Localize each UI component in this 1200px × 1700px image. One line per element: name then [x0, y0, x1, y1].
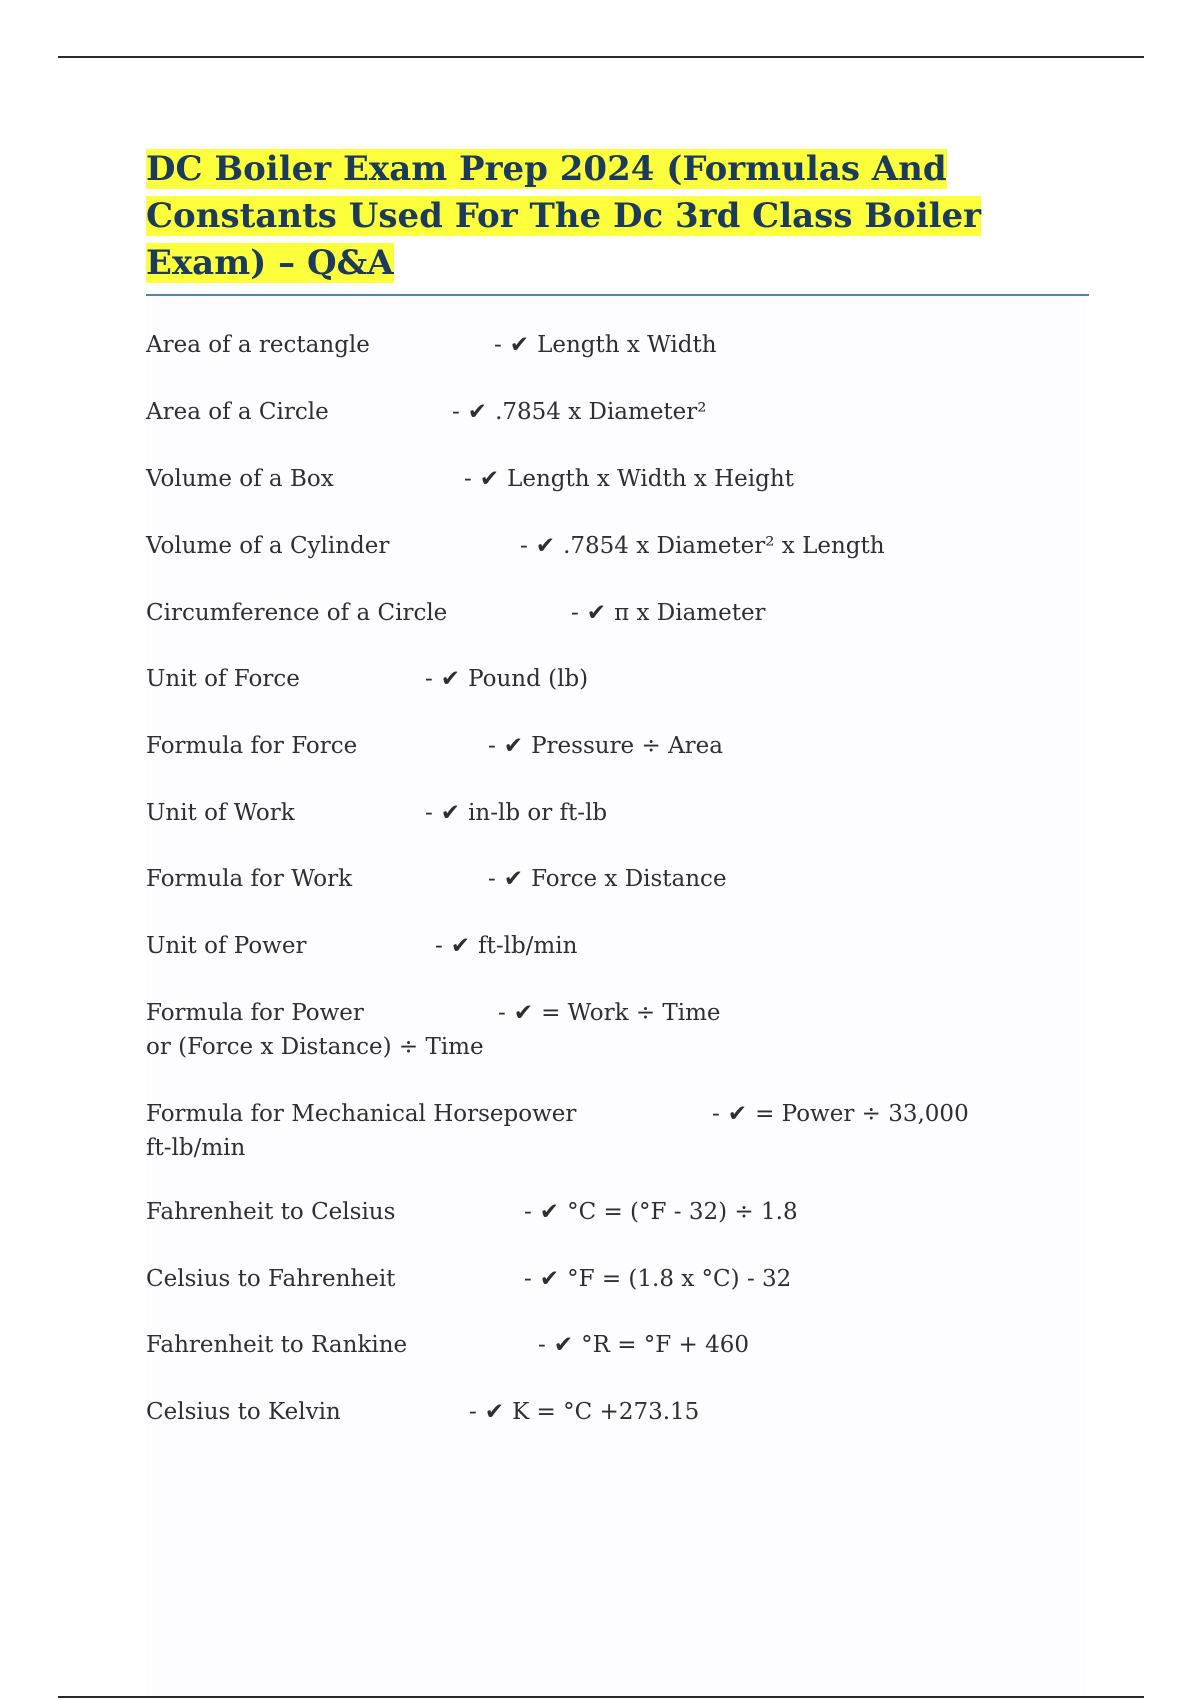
answer-text: Length x Width x Height: [507, 466, 794, 492]
answer-separator: -: [524, 1266, 532, 1292]
answer-text: .7854 x Diameter²: [495, 399, 707, 425]
checkmark-icon: ✔: [450, 933, 471, 959]
answer-separator: -: [469, 1399, 477, 1425]
content-panel: [146, 290, 1086, 1695]
answer-separator: -: [571, 600, 579, 626]
answer-separator: -: [488, 733, 496, 759]
document-title: [146, 146, 1086, 287]
question-text: Circumference of a Circle: [146, 600, 448, 626]
answer-text: .7854 x Diameter² x Length: [563, 533, 885, 559]
checkmark-icon: ✔: [440, 800, 461, 826]
answer-text: Force x Distance: [531, 866, 727, 892]
checkmark-icon: ✔: [727, 1101, 748, 1127]
checkmark-icon: ✔: [479, 466, 500, 492]
question-text: Area of a rectangle: [146, 332, 370, 358]
checkmark-icon: ✔: [467, 399, 488, 425]
question-text: Fahrenheit to Celsius: [146, 1199, 396, 1225]
qa-item: [146, 729, 723, 763]
answer-text: °F = (1.8 x °C) - 32: [567, 1266, 792, 1292]
answer-separator: -: [524, 1199, 532, 1225]
qa-item: [146, 1195, 798, 1229]
question-text: Volume of a Cylinder: [146, 533, 390, 559]
answer-text: °R = °F + 460: [581, 1332, 750, 1358]
question-text: Unit of Power: [146, 933, 307, 959]
checkmark-icon: ✔: [503, 866, 524, 892]
answer-text: °C = (°F - 32) ÷ 1.8: [567, 1199, 798, 1225]
title-underline: [146, 294, 1089, 296]
qa-item: [146, 596, 766, 630]
question-text: Formula for Force: [146, 733, 358, 759]
qa-item: [146, 996, 721, 1064]
question-text: Formula for Power: [146, 1000, 364, 1026]
answer-text: Pound (lb): [468, 666, 589, 692]
question-continuation: ft-lb/min: [146, 1135, 246, 1161]
question-text: Formula for Mechanical Horsepower: [146, 1101, 577, 1127]
answer-separator: -: [712, 1101, 720, 1127]
header-rule: [58, 56, 1144, 58]
checkmark-icon: ✔: [509, 332, 530, 358]
qa-item: [146, 662, 588, 696]
answer-text: K = °C +273.15: [512, 1399, 700, 1425]
qa-item: [146, 862, 727, 896]
footer-rule: [58, 1696, 1144, 1698]
qa-item: [146, 1395, 699, 1429]
answer-text: Length x Width: [537, 332, 717, 358]
answer-separator: -: [498, 1000, 506, 1026]
answer-separator: -: [452, 399, 460, 425]
qa-item: [146, 796, 607, 830]
question-text: Celsius to Fahrenheit: [146, 1266, 396, 1292]
checkmark-icon: ✔: [539, 1199, 560, 1225]
document-title-text: DC Boiler Exam Prep 2024 (Formulas And Constants Used For The Dc 3rd Class Boiler Exam) – Q&A: [146, 149, 982, 283]
question-text: Unit of Work: [146, 800, 295, 826]
checkmark-icon: ✔: [535, 533, 556, 559]
question-text: Celsius to Kelvin: [146, 1399, 341, 1425]
answer-text: = Work ÷ Time: [541, 1000, 721, 1026]
answer-separator: -: [488, 866, 496, 892]
checkmark-icon: ✔: [539, 1266, 560, 1292]
question-text: Formula for Work: [146, 866, 353, 892]
answer-separator: -: [435, 933, 443, 959]
question-continuation: or (Force x Distance) ÷ Time: [146, 1034, 484, 1060]
answer-separator: -: [425, 666, 433, 692]
checkmark-icon: ✔: [484, 1399, 505, 1425]
answer-text: = Power ÷ 33,000: [755, 1101, 969, 1127]
qa-item: [146, 529, 885, 563]
qa-item: [146, 1328, 749, 1362]
qa-item: [146, 1097, 969, 1165]
question-text: Fahrenheit to Rankine: [146, 1332, 408, 1358]
question-text: Area of a Circle: [146, 399, 329, 425]
qa-item: [146, 1262, 791, 1296]
answer-separator: -: [464, 466, 472, 492]
qa-item: [146, 395, 707, 429]
answer-separator: -: [520, 533, 528, 559]
answer-text: π x Diameter: [614, 600, 766, 626]
checkmark-icon: ✔: [503, 733, 524, 759]
checkmark-icon: ✔: [440, 666, 461, 692]
qa-item: [146, 929, 577, 963]
answer-separator: -: [494, 332, 502, 358]
qa-item: [146, 462, 794, 496]
checkmark-icon: ✔: [586, 600, 607, 626]
answer-text: ft-lb/min: [478, 933, 578, 959]
question-text: Unit of Force: [146, 666, 300, 692]
checkmark-icon: ✔: [553, 1332, 574, 1358]
answer-text: Pressure ÷ Area: [531, 733, 723, 759]
checkmark-icon: ✔: [513, 1000, 534, 1026]
qa-item: [146, 328, 717, 362]
question-text: Volume of a Box: [146, 466, 334, 492]
answer-text: in-lb or ft-lb: [468, 800, 608, 826]
answer-separator: -: [538, 1332, 546, 1358]
answer-separator: -: [425, 800, 433, 826]
